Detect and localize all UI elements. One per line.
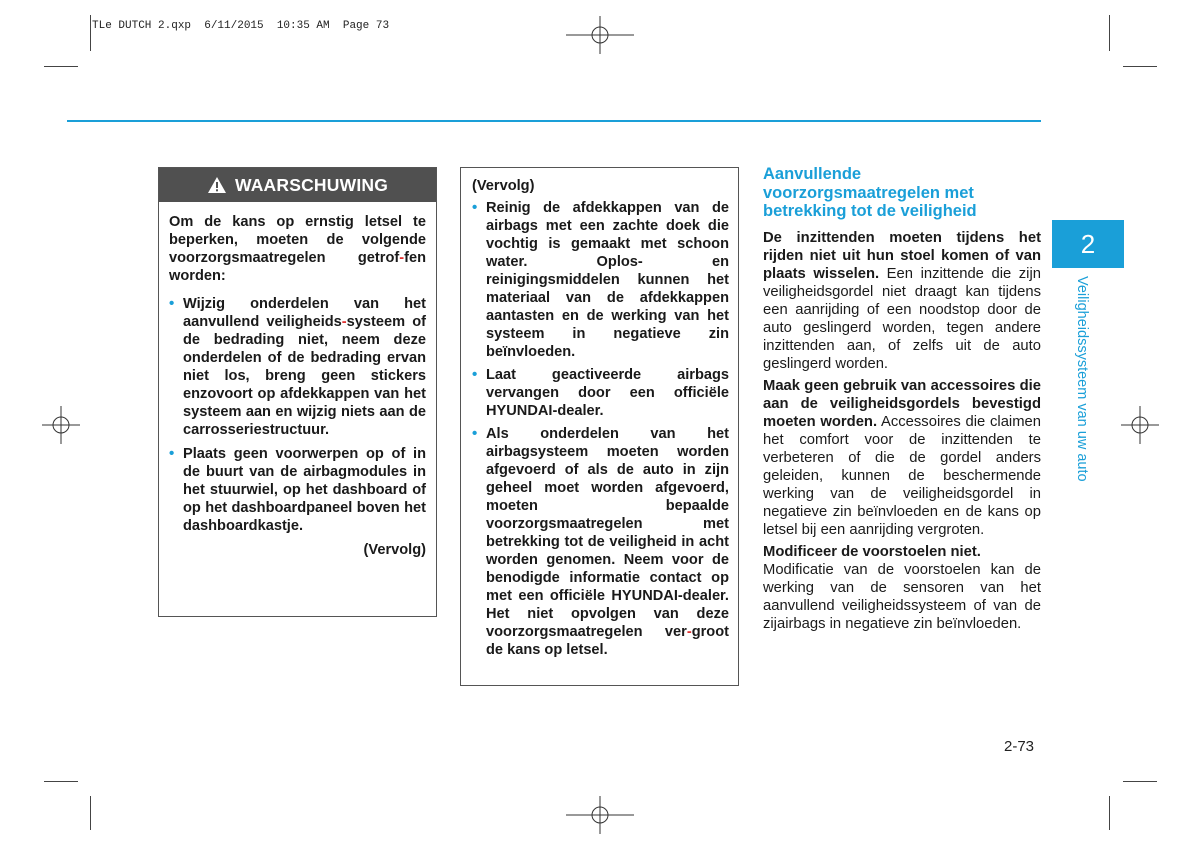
- registration-mark-icon: [566, 16, 634, 54]
- bullet-text: Laat geactiveerde airbags vervangen door een officiële HYUNDAI-dealer.: [486, 367, 729, 419]
- paragraph-text: Modificatie van de voorstoelen kan de werking van de sensoren van het aanvullend veiligheidssysteem of van de zijairbags in negatieve zin beïnvloeden.: [763, 561, 1041, 632]
- paragraph-text: Een inzittende die zijn veiligheidsgordel niet draagt kan tijdens een aanrijding of een noodstop door de auto geslingerd worden, tegen andere inzittenden aan, of zelfs uit de auto geslingerd worden.: [763, 265, 1041, 372]
- print-slug: TLe DUTCH 2.qxp 6/11/2015 10:35 AM Page 73: [92, 20, 390, 32]
- bullet-icon: •: [472, 199, 478, 216]
- bullet-icon: •: [169, 445, 175, 462]
- bullet-text: [183, 295, 426, 439]
- chapter-tab: 2: [1052, 220, 1124, 268]
- bullet-text-part: groot de kans op letsel.: [486, 624, 729, 658]
- chapter-title-text: Veiligheidssysteem van uw auto: [1074, 276, 1090, 482]
- bullet-text-part: systeem of de bedrading niet, neem deze onderdelen of de bedrading ervan niet los, breng geen stickers enzovoort op afdekkappen van het systeem aan en wijzig niets aan de carrosseriestructuur.: [183, 314, 426, 438]
- warning-triangle-icon: [207, 176, 227, 194]
- bullet-icon: •: [169, 295, 175, 312]
- warning-body: [159, 202, 436, 559]
- bullet-text: Reinig de afdekkappen van de airbags met een zachte doek die vochtig is gemaakt met schoon water. Oplos- en reinigingsmiddelen kunnen het materiaal van de afdekkappen aantasten en de werking van het systeem in negatieve zin beïnvloeden.: [486, 200, 729, 360]
- paragraph-text: Accessoires die claimen het comfort voor de inzittenden te verbeteren of die de gordel anders geleiden, kunnen de beschermende werking van de veiligheidsgordel in negatieve zin beïnvloeden en de kans op letsel bij een aanrijding vergroten.: [763, 413, 1041, 538]
- hyphen: -: [399, 250, 405, 266]
- hyphen: -: [341, 314, 347, 330]
- list-item: [169, 445, 426, 535]
- list-item: [472, 366, 729, 420]
- bullet-text: [486, 425, 729, 659]
- crop-mark: [44, 66, 78, 67]
- crop-mark: [1123, 66, 1157, 67]
- paragraph: [763, 377, 1041, 539]
- bullet-text-part: Wijzig onderdelen van het aanvullend veiligheids: [183, 296, 426, 330]
- warning-title: WAARSCHUWING: [234, 174, 389, 195]
- hyphen: -: [686, 624, 692, 640]
- warning-intro-text: Om de kans op ernstig letsel te beperken, moeten de volgende voorzorgsmaatregelen getrof: [169, 214, 426, 266]
- warning-intro-text: fen worden:: [169, 250, 426, 284]
- section-column: [763, 165, 1041, 637]
- crop-mark: [1123, 781, 1157, 782]
- header-rule: [67, 120, 1041, 122]
- crop-mark: [1109, 15, 1110, 51]
- chapter-title: [1068, 276, 1092, 496]
- warning-box: [158, 167, 437, 617]
- continued-label: (Vervolg): [363, 542, 426, 558]
- registration-mark-icon: [1121, 406, 1159, 444]
- bullet-text-part: Als onderdelen van het airbagsysteem moeten worden afgevoerd of als de auto in zijn geheel moet worden afgevoerd, moeten bepaalde voorzorgsmaatregelen met betrekking tot de veiligheid in acht worden genomen. Neem voor de benodigde informatie contact op met een officiële HYUNDAI-dealer. Het niet opvolgen van deze voorzorgsmaatregelen ver: [486, 426, 729, 640]
- registration-mark-icon: [566, 796, 634, 834]
- bullet-text: Plaats geen voorwerpen op of in de buurt van de airbagmodules in het stuurwiel, op het dashboard of op het dashboardpaneel boven het dashboardkastje.: [183, 446, 426, 534]
- continued-label: (Vervolg): [472, 178, 535, 194]
- bullet-icon: •: [472, 366, 478, 383]
- paragraph: [763, 229, 1041, 373]
- crop-mark: [1109, 796, 1110, 830]
- warning-intro: [169, 213, 426, 285]
- section-title: Aanvullende voorzorgsmaatregelen met betrekking tot de veiligheid: [763, 165, 977, 220]
- warning-bullets: [169, 295, 426, 535]
- paragraph-lead: Maak geen gebruik van accessoires die aan de veiligheidsgordels bevestigd moeten worden.: [763, 377, 1041, 430]
- crop-mark: [90, 15, 91, 51]
- list-item: [472, 199, 729, 361]
- paragraph: [763, 543, 1041, 633]
- registration-mark-icon: [42, 406, 80, 444]
- crop-mark: [90, 796, 91, 830]
- list-item: [169, 295, 426, 439]
- continuation-box: [460, 167, 739, 686]
- warning-header: [159, 168, 436, 202]
- bullet-icon: •: [472, 425, 478, 442]
- paragraph-lead: De inzittenden moeten tijdens het rijden niet uit hun stoel komen of van plaats wisselen.: [763, 229, 1041, 282]
- paragraph-lead: Modificeer de voorstoelen niet.: [763, 543, 981, 560]
- list-item: [472, 425, 729, 659]
- crop-mark: [44, 781, 78, 782]
- page-number: 2-73: [1004, 738, 1035, 755]
